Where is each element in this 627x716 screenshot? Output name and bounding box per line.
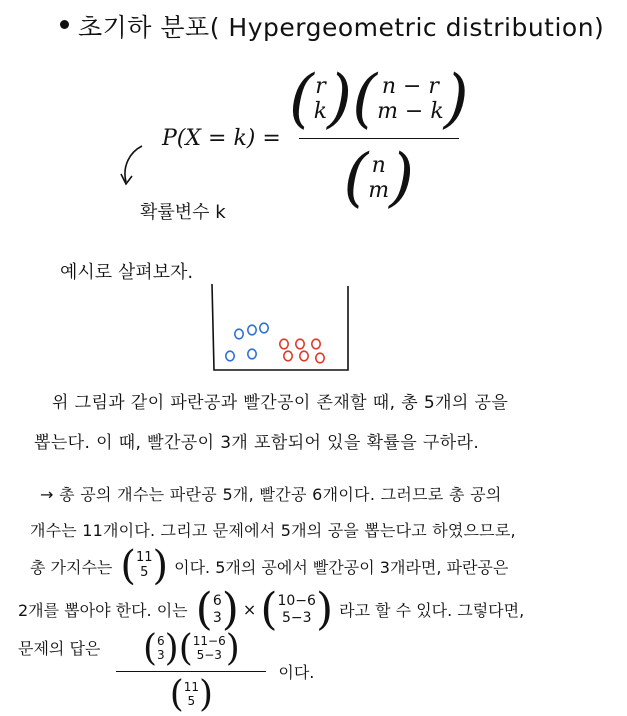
- binom-r-k: r k: [313, 73, 328, 124]
- blue-ball: [248, 325, 256, 335]
- red-ball: [284, 351, 292, 361]
- binom-n-r-m-k: n − r m − k: [377, 73, 444, 124]
- solution-line-1: → 총 공의 개수는 파란공 5개, 빨간공 6개이다. 그러므로 총 공의: [40, 485, 502, 504]
- red-ball: [312, 339, 320, 349]
- page-title: 초기하 분포( Hypergeometric distribution): [78, 13, 605, 42]
- ball-box: [204, 280, 364, 380]
- solution-line-2: 개수는 11개이다. 그리고 문제에서 5개의 공을 뽑는다고 하였으므로,: [30, 521, 516, 540]
- red-ball: [280, 339, 288, 349]
- solution-line-4: 2개를 뽑아야 한다. 이는 ( 6 3 ) × ( 10−6 5−3 ) 라고 할 수 있다. 그렇다면,: [18, 584, 525, 635]
- note-arrow: [112, 142, 172, 192]
- red-ball: [296, 339, 304, 349]
- comb-10-6-5-3: 10−6 5−3: [277, 593, 316, 626]
- problem-line-1: 위 그림과 같이 파란공과 빨간공이 존재할 때, 총 5개의 공을: [52, 393, 509, 413]
- binom-n-m: n m: [368, 152, 390, 203]
- example-heading: 예시로 살펴보자.: [60, 262, 194, 283]
- title-bullet: [60, 20, 69, 29]
- blue-ball: [226, 351, 234, 361]
- answer-fraction: [116, 628, 266, 715]
- solution-line-3: 총 가지수는 ( 11 5 ) 이다. 5개의 공에서 빨간공이 3개라면, 파란공은: [30, 543, 509, 589]
- red-ball: [300, 351, 308, 361]
- answer-denominator: ( 11 5 ): [169, 674, 214, 715]
- formula-numerator: ( r k ) ( n − r m − k ): [288, 62, 469, 136]
- formula: [162, 62, 469, 215]
- blue-ball: [260, 323, 268, 333]
- box-outline: [212, 284, 348, 370]
- formula-fraction: [289, 62, 469, 215]
- solution-line-5: 문제의 답은 ( 6 3 ) ( 11−6 5−3 ) ( 11 5 ) 이다.: [18, 628, 315, 715]
- formula-denominator: ( n m ): [343, 141, 415, 215]
- random-variable-note: 확률변수 k: [140, 202, 226, 223]
- comb-6-3: 6 3: [212, 593, 222, 626]
- formula-lhs: P(X = k) =: [162, 126, 281, 151]
- blue-ball: [235, 329, 243, 339]
- problem-line-2: 뽑는다. 이 때, 빨간공이 3개 포함되어 있을 확률을 구하라.: [34, 433, 480, 453]
- blue-ball: [248, 349, 256, 359]
- comb-11-5: 11 5: [135, 550, 153, 580]
- red-ball: [316, 353, 324, 363]
- answer-numerator: ( 6 3 ) ( 11−6 5−3 ): [142, 628, 240, 669]
